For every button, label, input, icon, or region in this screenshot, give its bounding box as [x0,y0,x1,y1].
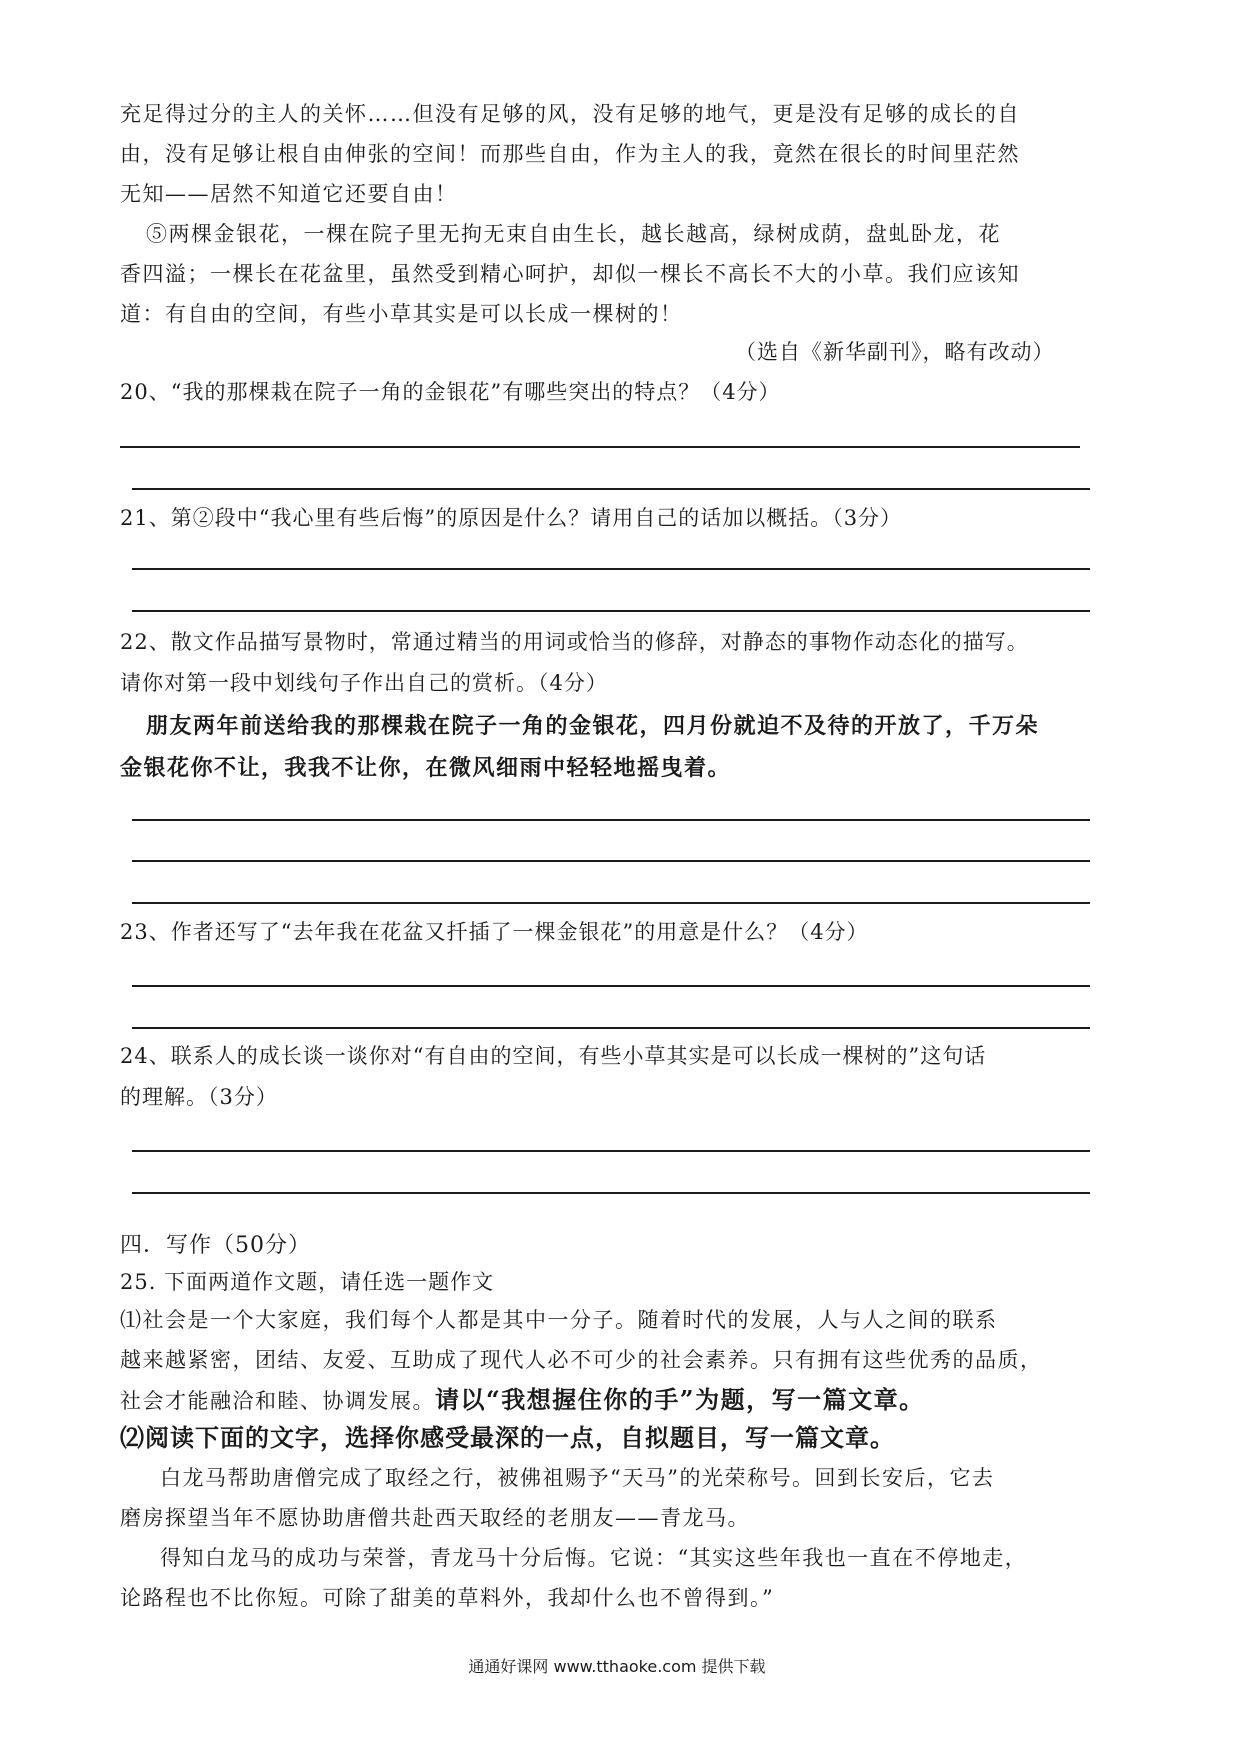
option-1-text: 社会才能融洽和睦、协调发展。 [120,1389,435,1413]
option-2-text: 白龙马帮助唐僧完成了取经之行，被佛祖赐予“天马”的光荣称号。回到长安后，它去 [160,1466,995,1490]
question-21: 21、第②段中“我心里有些后悔”的原因是什么？请用自己的话加以概括。（3分） [120,506,903,530]
passage-line: 香四溢；一棵长在花盆里，虽然受到精心呵护，却似一棵长不高长不大的小草。我们应该知 [120,262,1020,286]
answer-line[interactable] [132,860,1090,862]
section-title: 四．写作（50分） [120,1233,311,1258]
option-1-line [120,1380,1120,1421]
page-footer: 通通好课网 www.tthaoke.com 提供下载 [468,1657,766,1676]
passage-line: ⑤两棵金银花，一棵在院子里无拘无束自由生长，越长越高，绿树成荫，盘虬卧龙，花 [146,222,1001,246]
option-1-prompt: 请以“我想握住你的手”为题，写一篇文章。 [435,1385,925,1414]
option-2-prompt: ⑵阅读下面的文字，选择你感受最深的一点，自拟题目，写一篇文章。 [120,1423,895,1452]
option-1-line: 越来越紧密，团结、友爱、互助成了现代人必不可少的社会素养。只有拥有这些优秀的品质， [120,1348,1043,1372]
question-24-cont: 的理解。（3分） [120,1085,278,1109]
answer-line[interactable] [132,819,1090,821]
passage-line: 由，没有足够让根自由伸张的空间！而那些自由，作为主人的我，竟然在很长的时间里茫然 [120,142,1020,166]
passage-line: 无知——居然不知道它还要自由！ [120,182,458,206]
question-23: 23、作者还写了“去年我在花盆又扦插了一棵金银花”的用意是什么？（4分） [120,920,869,944]
answer-line[interactable] [132,1192,1090,1194]
passage-source: （选自《新华副刊》，略有改动） [735,340,1055,364]
question-25: 25. 下面两道作文题，请任选一题作文 [120,1270,495,1294]
quoted-sentence: 金银花你不让，我我不让你，在微风细雨中轻轻地摇曳着。 [120,755,732,781]
option-2-text: 得知白龙马的成功与荣誉，青龙马十分后悔。它说：“其实这些年我也一直在不停地走， [160,1546,1028,1570]
passage-line: 道：有自由的空间，有些小草其实是可以长成一棵树的！ [120,302,683,326]
option-2-text: 论路程也不比你短。可除了甜美的草料外，我却什么也不曾得到。” [120,1586,775,1610]
answer-line[interactable] [132,488,1090,490]
answer-line[interactable] [120,446,1080,448]
passage-line: 充足得过分的主人的关怀……但没有足够的风，没有足够的地气，更是没有足够的成长的自 [120,102,1020,126]
answer-line[interactable] [132,985,1090,987]
question-22-cont: 请你对第一段中划线句子作出自己的赏析。（4分） [120,671,608,695]
option-2-text: 磨房探望当年不愿协助唐僧共赴西天取经的老朋友——青龙马。 [120,1506,750,1530]
question-22: 22、散文作品描写景物时，常通过精当的用词或恰当的修辞，对静态的事物作动态化的描写。 [120,630,1029,654]
answer-line[interactable] [132,610,1090,612]
answer-line[interactable] [132,1150,1090,1152]
option-1-line: ⑴社会是一个大家庭，我们每个人都是其中一分子。随着时代的发展，人与人之间的联系 [120,1308,998,1332]
answer-line[interactable] [132,902,1090,904]
quoted-sentence: 朋友两年前送给我的那棵栽在院子一角的金银花，四月份就迫不及待的开放了，千万朵 [146,713,1040,739]
answer-line[interactable] [132,568,1090,570]
answer-line[interactable] [132,1027,1090,1029]
question-20: 20、“我的那棵栽在院子一角的金银花”有哪些突出的特点？（4分） [120,380,781,404]
question-24: 24、联系人的成长谈一谈你对“有自由的空间，有些小草其实是可以长成一棵树的”这句话 [120,1044,987,1068]
